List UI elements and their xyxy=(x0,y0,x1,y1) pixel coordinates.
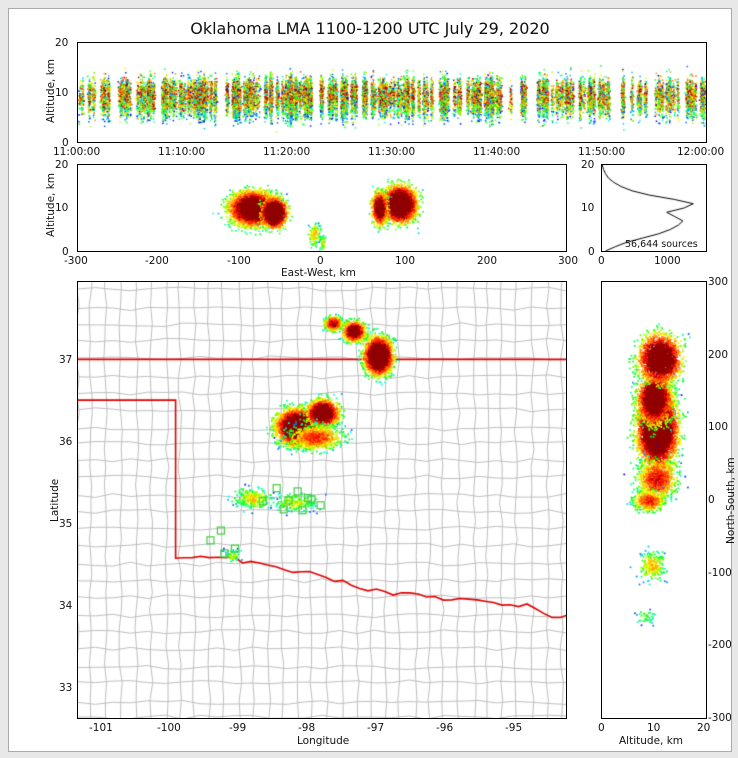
time-height-xtick-1: 11:10:00 xyxy=(158,146,206,158)
map-xtick-99: -99 xyxy=(229,722,247,734)
source-count-annotation: 56,644 sources xyxy=(625,239,698,250)
ns-xtick-20: 20 xyxy=(697,722,711,734)
hist-ytick-20: 20 xyxy=(581,159,595,171)
map-xtick-96: -96 xyxy=(436,722,454,734)
ew-ytick-10: 10 xyxy=(55,202,69,214)
hist-xtick-0: 0 xyxy=(598,255,605,267)
map-xtick-100: -100 xyxy=(157,722,181,734)
ew-xtick-5: 200 xyxy=(477,255,498,267)
east-west-height-panel xyxy=(77,164,567,252)
time-height-ytick-20: 20 xyxy=(55,37,69,49)
ew-ytick-0: 0 xyxy=(62,246,69,258)
hist-ytick-0: 0 xyxy=(588,246,595,258)
ns-xtick-0: 0 xyxy=(598,722,605,734)
time-height-xtick-2: 11:20:00 xyxy=(263,146,311,158)
hist-ytick-10: 10 xyxy=(581,202,595,214)
time-height-ylabel: Altitude, km xyxy=(45,58,57,123)
ew-ylabel: Altitude, km xyxy=(45,172,57,237)
ns-ytick-300n: -300 xyxy=(708,712,732,724)
map-ytick-37: 37 xyxy=(59,354,73,366)
time-height-xtick-5: 11:50:00 xyxy=(578,146,626,158)
figure-canvas xyxy=(8,8,737,752)
ns-ylabel: North-South, km xyxy=(725,457,737,544)
ns-ytick-300p: 300 xyxy=(708,276,729,288)
map-xtick-97: -97 xyxy=(367,722,385,734)
ew-xtick-4: 100 xyxy=(395,255,416,267)
ns-ytick-100n: -100 xyxy=(708,567,732,579)
map-ytick-33: 33 xyxy=(59,682,73,694)
ns-xtick-10: 10 xyxy=(647,722,661,734)
ns-ytick-0: 0 xyxy=(708,494,715,506)
map-ytick-34: 34 xyxy=(59,600,73,612)
ew-xtick-6: 300 xyxy=(558,255,579,267)
time-height-xtick-0: 11:00:00 xyxy=(53,146,101,158)
ew-ytick-20: 20 xyxy=(55,159,69,171)
time-height-ytick-0: 0 xyxy=(62,137,69,149)
ns-ytick-200n: -200 xyxy=(708,639,732,651)
map-ylabel: Latitude xyxy=(49,478,61,522)
time-height-ytick-10: 10 xyxy=(55,87,69,99)
map-ytick-36: 36 xyxy=(59,436,73,448)
hist-xtick-1000: 1000 xyxy=(654,255,681,267)
ew-xtick-2: -100 xyxy=(227,255,251,267)
ew-xtick-3: 0 xyxy=(317,255,324,267)
map-xlabel: Longitude xyxy=(297,735,350,747)
time-height-xtick-6: 12:00:00 xyxy=(677,146,725,158)
north-south-height-panel xyxy=(601,281,707,719)
ew-xlabel: East-West, km xyxy=(281,267,356,279)
figure-title: Oklahoma LMA 1100-1200 UTC July 29, 2020 xyxy=(190,19,550,38)
ew-xtick-1: -200 xyxy=(145,255,169,267)
map-xtick-101: -101 xyxy=(89,722,113,734)
ns-ytick-200p: 200 xyxy=(708,349,729,361)
map-ytick-35: 35 xyxy=(59,518,73,530)
time-height-panel xyxy=(77,42,707,143)
ew-xtick-0: -300 xyxy=(64,255,88,267)
time-height-xtick-4: 11:40:00 xyxy=(473,146,521,158)
ns-xlabel: Altitude, km xyxy=(619,735,684,747)
map-xtick-98: -98 xyxy=(298,722,316,734)
map-xtick-95: -95 xyxy=(505,722,523,734)
ns-ytick-100p: 100 xyxy=(708,421,729,433)
time-height-xtick-3: 11:30:00 xyxy=(368,146,416,158)
plan-view-map-panel xyxy=(77,281,567,719)
